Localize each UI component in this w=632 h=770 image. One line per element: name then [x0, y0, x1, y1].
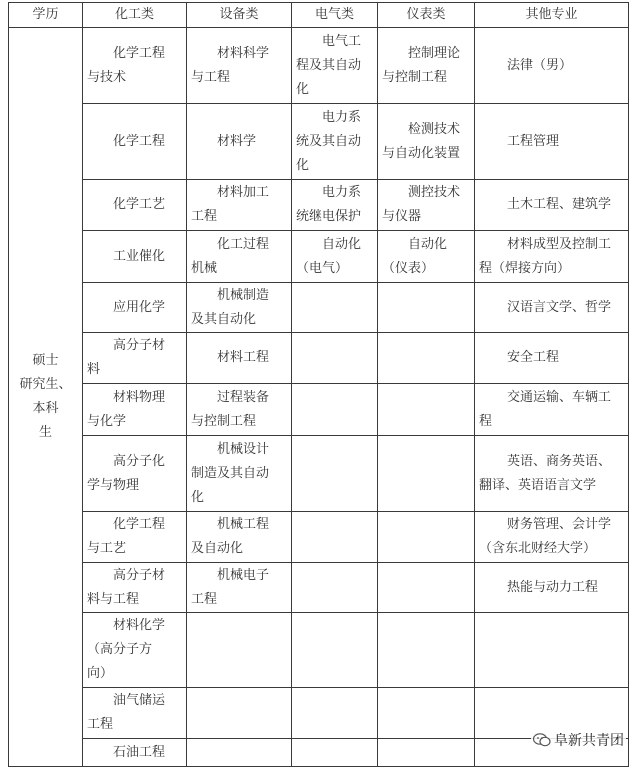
- cell-instr: [378, 613, 475, 688]
- cell-equip: [187, 384, 292, 436]
- watermark-text: 阜新共青团: [554, 733, 624, 749]
- cell-other: [475, 613, 629, 688]
- cell-text: 材料工程: [217, 350, 270, 365]
- cell-chem: [83, 28, 187, 104]
- cell-text: 机械电子 工程: [191, 567, 270, 607]
- cell-text: 化工过程 机械: [191, 236, 270, 276]
- cell-instr: [378, 563, 475, 613]
- cell-instr: [378, 333, 475, 384]
- cell-elec: [292, 688, 378, 739]
- cell-equip: [187, 739, 292, 767]
- cell-text: 材料学: [217, 133, 257, 149]
- cell-equip: [187, 28, 292, 104]
- cell-text: 英语、商务英语、 翻译、英语语言文学: [479, 453, 612, 493]
- cell-text: 电力系 统继电保护: [296, 185, 362, 224]
- cell-chem: [83, 180, 187, 231]
- cell-text: 机械工程 及自动化: [191, 517, 270, 556]
- cell-equip: [187, 613, 292, 688]
- header-row: [9, 3, 629, 28]
- cell-text: 机械设计 制造及其自动 化: [191, 441, 270, 505]
- table-row: [9, 512, 629, 563]
- cell-text: 交通运输、车辆工 程: [479, 389, 612, 429]
- cell-equip: [187, 180, 292, 231]
- cell-text: 电气工 程及其自动 化: [296, 33, 362, 97]
- cell-text: 化学工程 与技术: [87, 45, 166, 85]
- cell-instr: [378, 436, 475, 512]
- cell-equip: [187, 283, 292, 333]
- cell-elec: [292, 231, 378, 283]
- cell-instr: [378, 739, 475, 767]
- table-row: [9, 231, 629, 283]
- cell-instr: [378, 688, 475, 739]
- cell-text: 高分子材 料: [87, 338, 166, 377]
- cell-elec: [292, 512, 378, 563]
- cell-other: [475, 384, 629, 436]
- cell-chem: [83, 283, 187, 333]
- cell-elec: [292, 384, 378, 436]
- degree-label: 硕士 研究生、 本科 生: [19, 353, 72, 440]
- cell-elec: [292, 180, 378, 231]
- cell-elec: [292, 436, 378, 512]
- header-chemical: 化工类: [83, 3, 187, 28]
- cell-elec: [292, 333, 378, 384]
- cell-equip: [187, 512, 292, 563]
- cell-text: 材料化学 （高分子方 向）: [87, 618, 166, 681]
- cell-chem: [83, 739, 187, 767]
- cell-text: 机械制造 及其自动化: [191, 287, 270, 327]
- cell-text: 电力系 统及其自动 化: [296, 109, 362, 173]
- table-row: [9, 613, 629, 688]
- cell-text: 工业催化: [113, 248, 166, 264]
- cell-other: [475, 512, 629, 563]
- cell-text: 过程装备 与控制工程: [191, 389, 270, 429]
- cell-chem: [83, 104, 187, 180]
- cell-text: 高分子材 料与工程: [87, 567, 166, 607]
- cell-text: 高分子化 学与物理: [87, 453, 166, 493]
- cell-text: 控制理论 与控制工程: [382, 45, 461, 85]
- header-other: 其他专业: [475, 3, 629, 28]
- cell-elec: [292, 104, 378, 180]
- cell-chem: [83, 512, 187, 563]
- cell-other: [475, 28, 629, 104]
- cell-instr: [378, 104, 475, 180]
- degree-cell: [9, 28, 83, 767]
- cell-elec: [292, 613, 378, 688]
- cell-other: [475, 436, 629, 512]
- cell-text: 热能与动力工程: [507, 579, 599, 595]
- cell-text: 化学工程: [113, 133, 166, 149]
- cell-text: 工程管理: [507, 133, 560, 149]
- cell-other: [475, 231, 629, 283]
- cell-text: 化学工程 与工艺: [87, 517, 166, 556]
- table-row: [9, 384, 629, 436]
- cell-text: 法律（男）: [507, 57, 573, 73]
- cell-text: 土木工程、建筑学: [507, 197, 612, 212]
- cell-elec: [292, 739, 378, 767]
- cell-text: 材料物理 与化学: [87, 389, 166, 429]
- cell-elec: [292, 283, 378, 333]
- cell-equip: [187, 688, 292, 739]
- header-electrical: 电气类: [292, 3, 378, 28]
- cell-other: [475, 180, 629, 231]
- cell-text: 油气储运 工程: [87, 693, 166, 732]
- cell-equip: [187, 333, 292, 384]
- cell-equip: [187, 231, 292, 283]
- cell-text: 安全工程: [507, 350, 560, 365]
- table-row: [9, 28, 629, 104]
- cell-text: 化学工艺: [113, 197, 166, 212]
- cell-equip: [187, 104, 292, 180]
- cell-chem: [83, 231, 187, 283]
- cell-instr: [378, 512, 475, 563]
- cell-text: 材料成型及控制工 程（焊接方向）: [479, 236, 612, 276]
- watermark: [531, 730, 626, 750]
- cell-other: [475, 333, 629, 384]
- cell-elec: [292, 28, 378, 104]
- cell-instr: [378, 180, 475, 231]
- wechat-icon: [533, 733, 551, 747]
- cell-text: 汉语言文学、哲学: [507, 299, 612, 315]
- cell-chem: [83, 688, 187, 739]
- header-equipment: 设备类: [187, 3, 292, 28]
- cell-text: 石油工程: [113, 744, 166, 760]
- table-row: [9, 104, 629, 180]
- cell-text: 检测技术 与自动化装置: [382, 121, 461, 161]
- cell-chem: [83, 333, 187, 384]
- header-education: 学历: [9, 3, 83, 28]
- cell-text: 测控技术 与仪器: [382, 185, 461, 224]
- cell-instr: [378, 384, 475, 436]
- majors-table: [8, 2, 629, 767]
- table-row: [9, 180, 629, 231]
- cell-text: 自动化 （仪表）: [382, 236, 448, 276]
- cell-chem: [83, 436, 187, 512]
- cell-other: [475, 104, 629, 180]
- cell-other: [475, 563, 629, 613]
- cell-elec: [292, 563, 378, 613]
- cell-other: [475, 283, 629, 333]
- table-row: [9, 333, 629, 384]
- cell-instr: [378, 231, 475, 283]
- cell-equip: [187, 436, 292, 512]
- cell-instr: [378, 283, 475, 333]
- cell-text: 材料加工 工程: [191, 185, 270, 224]
- header-instrument: 仪表类: [378, 3, 475, 28]
- cell-chem: [83, 384, 187, 436]
- cell-equip: [187, 563, 292, 613]
- cell-instr: [378, 28, 475, 104]
- cell-chem: [83, 613, 187, 688]
- table-row: [9, 563, 629, 613]
- table-row: [9, 436, 629, 512]
- cell-text: 自动化 （电气）: [296, 236, 362, 276]
- cell-text: 材料科学 与工程: [191, 45, 270, 85]
- cell-chem: [83, 563, 187, 613]
- cell-text: 财务管理、会计学 （含东北财经大学）: [479, 517, 612, 556]
- table-row: [9, 283, 629, 333]
- cell-text: 应用化学: [113, 299, 166, 315]
